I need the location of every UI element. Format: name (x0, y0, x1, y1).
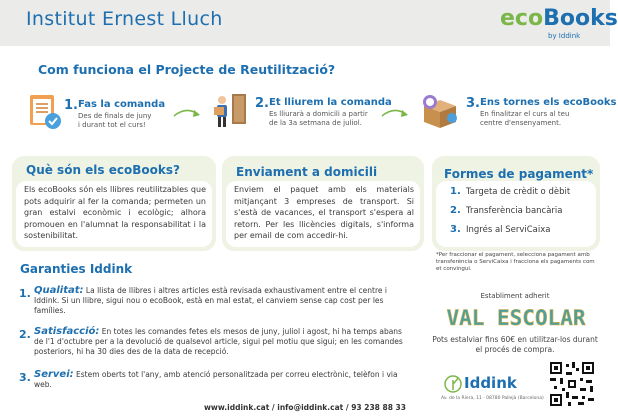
arrow-right-icon (172, 104, 202, 120)
guarantee-1-number: 1. (19, 287, 31, 300)
payment-note: *Per fraccionar el pagament, selecciona pagament amb transferència o ServiCaixa i fracciona els pagaments com et convingui. (436, 252, 595, 272)
step-3-desc-line2: centre d'ensenyament. (480, 119, 562, 127)
guarantee-2-number: 2. (19, 328, 31, 341)
step-2-desc-line1: Es lliurarà a domicili a partir (269, 110, 368, 118)
clipboard-check-icon (26, 92, 64, 132)
arrow-right-icon (380, 104, 410, 120)
shipping-box (222, 156, 424, 251)
iddink-address: Av. de la Riera, 11 · 08780 Pallejà (Barcelona) (441, 396, 544, 401)
step-3-number: 3. (466, 96, 480, 111)
how-it-works-title: Com funciona el Projecte de Reutilització? (38, 62, 336, 77)
what-are-ecobooks-title: Què són els ecoBooks? (26, 163, 180, 177)
header-bar (0, 0, 618, 46)
iddink-leaf-icon (444, 374, 462, 394)
step-2-number: 2. (255, 96, 269, 111)
guarantee-3-label: Servei: (34, 369, 74, 380)
payment-title: Formes de pagament* (444, 167, 594, 181)
step-3-desc-line1: En finalitzar el curs al teu (480, 110, 570, 118)
step-1-desc-line2: i durant tot el curs! (78, 121, 146, 129)
guarantees-title: Garanties Iddink (20, 262, 133, 276)
payment-box (432, 156, 600, 251)
val-escolar-logo (437, 303, 595, 331)
what-are-ecobooks-box (12, 156, 216, 251)
step-2-desc-line2: de la 3a setmana de juliol. (269, 119, 362, 127)
school-title: Institut Ernest Lluch (26, 8, 223, 30)
payment-item-3-label: Ingrés al ServiCaixa (466, 225, 551, 235)
step-1-desc-line1: Des de finals de juny (78, 112, 152, 120)
payment-item-3-number: 3. (450, 224, 461, 235)
shipping-text: Enviem el paquet amb els materials mitjançant 3 empreses de transport. Si s'està de vacances, el transport s'espera al retorn. Per les llicències digitals, s'informa per email de com accedir-hi. (234, 185, 414, 240)
savings-text: Pots estalviar fins 60€ en utilitzar-los durant el procés de compra. (432, 335, 598, 354)
guarantee-3-number: 3. (19, 371, 31, 384)
ecobooks-logo: ecoBooks (500, 6, 618, 31)
guarantee-2-text: Satisfacció: En totes les comandes fetes els mesos de juny, juliol i agost, hi ha temps abans de l'1 d'octubre per a la devolució de qualsevol article, sigui pel motiu que sigui; en les comandes posteriors, hi ha 30 dies des de la data de recepció. (34, 326, 403, 356)
iddink-logo-text: Iddink (464, 374, 517, 392)
box-return-icon (418, 92, 460, 132)
establishment-label: Establiment adherit (480, 292, 550, 300)
step-1-number: 1. (64, 98, 78, 113)
guarantee-3-text: Servei: Estem oberts tot l'any, amb atenció personalitzada per correu electrònic, telèfon i via web. (34, 369, 398, 389)
shipping-title: Enviament a domicili (236, 165, 378, 179)
step-3-title: Ens tornes els ecoBooks (480, 97, 617, 108)
payment-item-2-label: Transferència bancària (466, 206, 563, 216)
ecobooks-by-iddink: by Iddink (548, 32, 581, 40)
payment-item-2-number: 2. (450, 205, 461, 216)
guarantee-2-label: Satisfacció: (34, 326, 100, 337)
svg-text:VAL ESCOLAR: VAL ESCOLAR (446, 306, 586, 330)
payment-item-1-label: Targeta de crèdit o dèbit (466, 187, 571, 197)
guarantee-1-label: Qualitat: (34, 285, 84, 296)
guarantee-1-text: Qualitat: La llista de llibres i altres articles està revisada exhaustivament entre el centre i Iddink. Si un llibre, sigui nou o ecoBook, està en mal estat, el canviem sense cap cost per les famílies. (34, 285, 387, 315)
step-1-title: Fas la comanda (78, 99, 166, 110)
step-2-title: Et lliurem la comanda (269, 97, 392, 108)
what-are-ecobooks-text: Els ecoBooks són els llibres reutilitzables que pots adquirir al fer la comanda; permeten un gran estalvi econòmic i ecològic; alhora promouen en l'alumnat la responsabilitat i la sostenibilitat. (24, 185, 206, 240)
footer-contact: www.iddink.cat / info@iddink.cat / 93 238 88 33 (204, 403, 406, 412)
payment-item-1-number: 1. (450, 186, 461, 197)
qr-code[interactable] (548, 360, 596, 408)
delivery-person-icon (210, 90, 252, 132)
